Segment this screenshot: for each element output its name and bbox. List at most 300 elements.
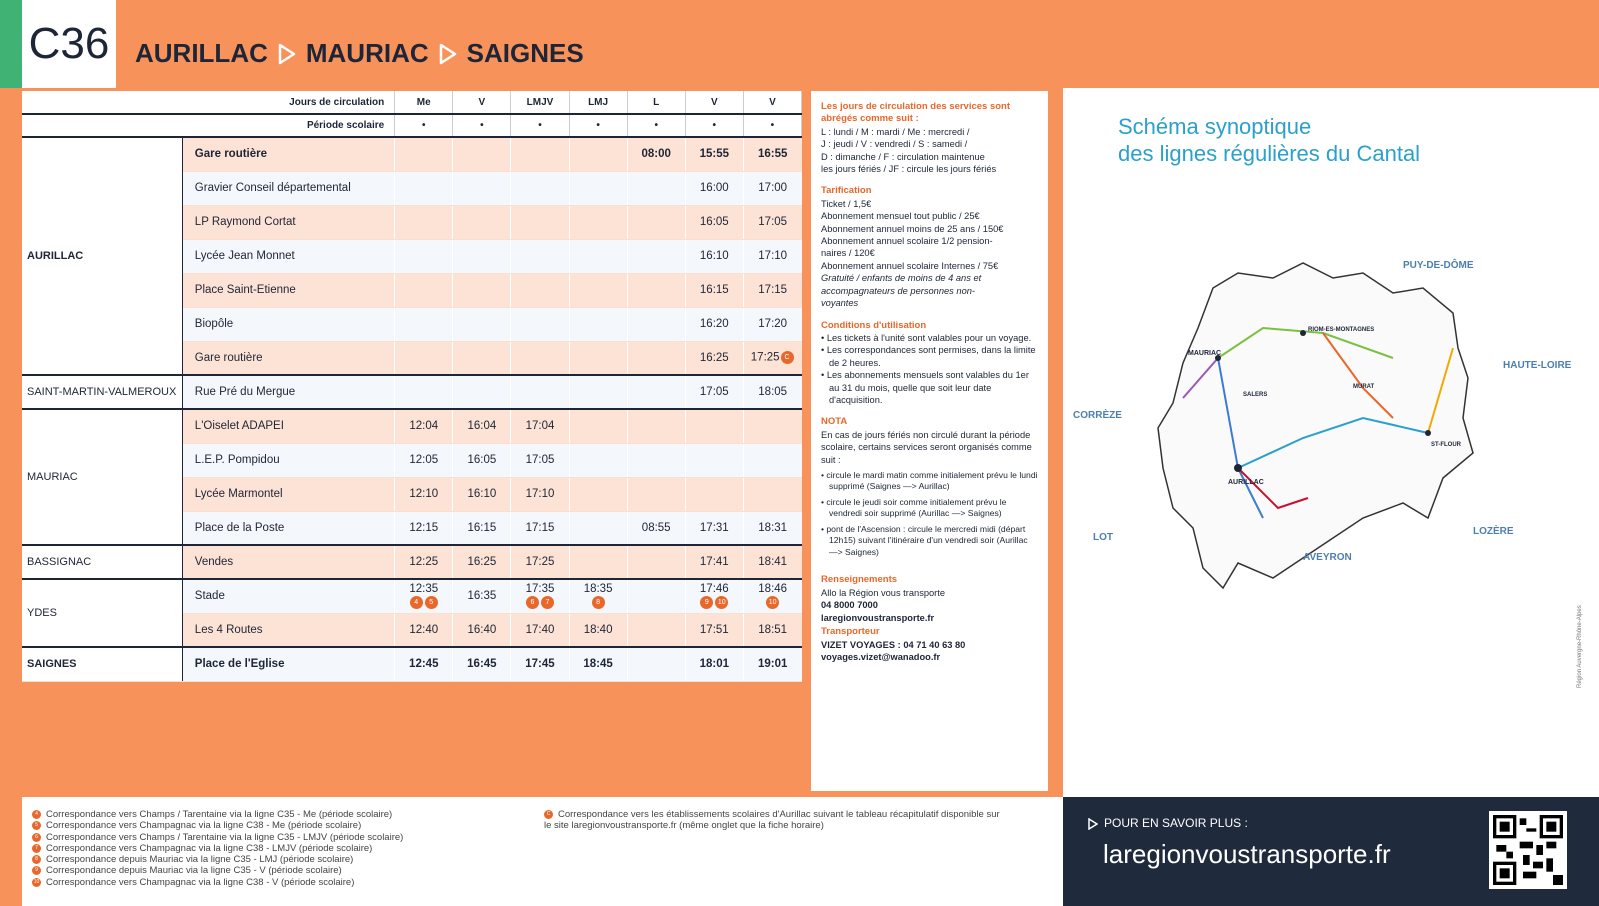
time-value: 17:35 bbox=[525, 583, 555, 596]
nota-title: NOTA bbox=[821, 416, 848, 428]
line-accent-bar bbox=[0, 0, 22, 88]
connection-badges bbox=[691, 596, 738, 609]
time-value: 17:40 bbox=[525, 623, 555, 636]
departure-time bbox=[395, 273, 453, 307]
departure-time bbox=[395, 613, 453, 647]
departure-time bbox=[685, 307, 743, 341]
footnotes-col1 bbox=[32, 809, 403, 888]
renseignements-title: Renseignements bbox=[821, 574, 898, 586]
footnote-number: 4 bbox=[32, 810, 41, 819]
departure-time bbox=[395, 477, 453, 511]
route-city-2: MAURIAC bbox=[305, 38, 429, 68]
departure-time bbox=[627, 137, 685, 171]
departure-time bbox=[569, 613, 627, 647]
day-code: LMJ bbox=[569, 91, 627, 114]
tarif-title: Tarification bbox=[821, 185, 872, 197]
departure-time bbox=[569, 307, 627, 341]
departure-time bbox=[685, 647, 743, 681]
departure-time bbox=[627, 579, 685, 613]
footnote-text: Correspondance vers Champs / Tarentaine via la ligne C35 - Me (période scolaire) bbox=[46, 809, 393, 820]
table-row bbox=[22, 647, 802, 681]
departure-time bbox=[511, 443, 569, 477]
departure-time bbox=[627, 205, 685, 239]
departure-time bbox=[743, 307, 801, 341]
departure-time bbox=[453, 511, 511, 545]
days-line: J : jeudi / V : vendredi / S : samedi / bbox=[821, 139, 968, 150]
departure-time bbox=[569, 409, 627, 443]
connection-badges bbox=[400, 596, 447, 609]
day-code: V bbox=[685, 91, 743, 114]
town-marker bbox=[1300, 330, 1306, 336]
website-link[interactable]: laregionvoustransporte.fr bbox=[821, 612, 935, 623]
departure-time bbox=[627, 613, 685, 647]
departure-time bbox=[453, 613, 511, 647]
condition-item: • Les correspondances sont permises, dans la limite de 2 heures. bbox=[821, 345, 1036, 368]
conditions-title: Conditions d'utilisation bbox=[821, 319, 927, 331]
departure-time bbox=[395, 239, 453, 273]
stop-name: Gravier Conseil départemental bbox=[182, 171, 394, 205]
stop-name: Stade bbox=[182, 579, 394, 613]
departure-time bbox=[627, 443, 685, 477]
route-city-3: SAIGNES bbox=[466, 38, 584, 68]
departure-time bbox=[743, 409, 801, 443]
schema-panel bbox=[1063, 88, 1599, 797]
footnote-number: 5 bbox=[32, 821, 41, 830]
phone-number[interactable]: 04 8000 7000 bbox=[821, 600, 878, 611]
footnote-text: Correspondance depuis Mauriac via la ligne C35 - LMJ (période scolaire) bbox=[46, 854, 354, 866]
departure-time bbox=[511, 205, 569, 239]
departure-time bbox=[685, 137, 743, 171]
footnote-text: Correspondance vers les établissements scolaires d'Aurillac suivant le tableau récapitulatif disponible sur le site laregionvoustransporte.fr (même onglet que la fiche horaire) bbox=[544, 809, 1000, 832]
departure-time bbox=[511, 273, 569, 307]
tarif-line: Gratuité / enfants de moins de 4 ans et bbox=[821, 273, 982, 284]
departure-time bbox=[685, 239, 743, 273]
departure-time bbox=[511, 137, 569, 171]
footnote-number: C bbox=[544, 810, 553, 819]
departure-time bbox=[511, 307, 569, 341]
time-value: 18:31 bbox=[758, 521, 788, 534]
departure-time bbox=[511, 613, 569, 647]
departure-time bbox=[743, 647, 801, 681]
time-value: 16:05 bbox=[699, 216, 729, 228]
condition-item: • Les tickets à l'unité sont valables pour un voyage. bbox=[821, 332, 1032, 343]
departure-time bbox=[627, 273, 685, 307]
time-value: 15:55 bbox=[699, 148, 730, 161]
departure-time bbox=[511, 409, 569, 443]
connection-badge: 6 bbox=[526, 596, 539, 609]
departure-time bbox=[743, 171, 801, 205]
connection-badge: 5 bbox=[425, 596, 438, 609]
departure-time bbox=[685, 205, 743, 239]
time-value: 16:04 bbox=[467, 420, 497, 433]
departure-time bbox=[743, 341, 801, 375]
departure-time bbox=[453, 239, 511, 273]
departure-time bbox=[511, 375, 569, 409]
time-value: 12:04 bbox=[409, 420, 439, 433]
time-value: 08:00 bbox=[641, 148, 671, 161]
period-mark: • bbox=[627, 114, 685, 137]
period-mark: • bbox=[685, 114, 743, 137]
stop-name: Vendes bbox=[182, 545, 394, 579]
time-value: 16:25 bbox=[467, 556, 497, 568]
departure-time bbox=[743, 205, 801, 239]
departure-time bbox=[685, 273, 743, 307]
arrow-right-icon bbox=[1088, 818, 1098, 830]
departure-time bbox=[395, 307, 453, 341]
departure-time bbox=[627, 375, 685, 409]
town-label: MURAT bbox=[1353, 384, 1375, 390]
time-value: 16:10 bbox=[699, 250, 729, 262]
more-info-banner bbox=[1063, 797, 1599, 906]
table-row bbox=[22, 375, 802, 409]
departure-time bbox=[569, 647, 627, 681]
time-value: 12:45 bbox=[409, 658, 439, 671]
departure-time bbox=[627, 409, 685, 443]
departure-time bbox=[569, 273, 627, 307]
departure-time bbox=[569, 511, 627, 545]
time-value: 16:10 bbox=[467, 488, 497, 500]
time-value: 17:05 bbox=[758, 216, 788, 228]
time-value: 17:15 bbox=[758, 284, 788, 296]
departure-time bbox=[511, 579, 569, 613]
nota-intro: En cas de jours fériés non circulé durant la période scolaire, certains services seront organisés comme suit : bbox=[821, 429, 1032, 465]
time-value: 17:05 bbox=[699, 386, 729, 398]
departure-time bbox=[569, 341, 627, 375]
departure-time bbox=[569, 205, 627, 239]
time-value: 18:35 bbox=[583, 583, 613, 596]
day-code: L bbox=[627, 91, 685, 114]
route-title bbox=[135, 38, 584, 69]
transporteur-phone[interactable]: VIZET VOYAGES : 04 71 40 63 80 bbox=[821, 639, 966, 650]
days-header-row bbox=[22, 91, 802, 114]
departure-time bbox=[395, 375, 453, 409]
departure-time bbox=[685, 341, 743, 375]
period-mark: • bbox=[395, 114, 453, 137]
departure-time bbox=[627, 477, 685, 511]
time-value: 17:00 bbox=[758, 182, 788, 194]
tarif-line: Ticket / 1,5€ bbox=[821, 198, 872, 209]
day-code: LMJV bbox=[511, 91, 569, 114]
time-value: 16:40 bbox=[467, 623, 497, 636]
time-value: 18:01 bbox=[699, 658, 730, 671]
time-value: 17:10 bbox=[758, 250, 788, 262]
departure-time bbox=[395, 205, 453, 239]
days-title: Les jours de circulation des services sont abrégés comme suit : bbox=[821, 101, 1011, 125]
town-name: MAURIAC bbox=[22, 409, 182, 545]
time-value: 17:31 bbox=[699, 521, 729, 534]
time-value: 16:45 bbox=[467, 658, 497, 671]
line-code: C36 bbox=[22, 0, 116, 88]
region-label: CORRÈZE bbox=[1073, 410, 1122, 421]
time-value: 16:20 bbox=[699, 318, 729, 330]
departure-time bbox=[743, 239, 801, 273]
website-url[interactable]: laregionvoustransporte.fr bbox=[1103, 839, 1391, 869]
nota-item: • pont de l'Ascension : circule le mercredi midi (départ 12h15) suivant l'itinéraire d'un vendredi soir (Aurillac —> Saignes) bbox=[821, 523, 1028, 557]
period-mark: • bbox=[569, 114, 627, 137]
region-label: HAUTE-LOIRE bbox=[1503, 360, 1572, 371]
time-value: 16:35 bbox=[467, 590, 497, 603]
transporteur-email[interactable]: voyages.vizet@wanadoo.fr bbox=[821, 651, 941, 662]
time-value: 17:25 bbox=[750, 351, 780, 364]
departure-time bbox=[453, 171, 511, 205]
connection-badge: 10 bbox=[715, 596, 728, 609]
stop-name: Gare routière bbox=[182, 137, 394, 171]
connection-badge: 4 bbox=[410, 596, 423, 609]
schema-title bbox=[1118, 113, 1420, 167]
schema-title-line: Schéma synoptique bbox=[1118, 114, 1312, 139]
departure-time bbox=[395, 511, 453, 545]
footnote bbox=[32, 843, 403, 854]
stop-name: Lycée Jean Monnet bbox=[182, 239, 394, 273]
footnotes bbox=[22, 797, 1063, 906]
town-name: SAINT-MARTIN-VALMEROUX bbox=[22, 375, 182, 409]
departure-time bbox=[453, 477, 511, 511]
departure-time bbox=[685, 613, 743, 647]
footnote-text: Correspondance vers Champagnac via la ligne C38 - V (période scolaire) bbox=[46, 876, 355, 888]
schema-title-line: des lignes régulières du Cantal bbox=[1118, 141, 1421, 166]
departure-time bbox=[453, 409, 511, 443]
departure-time bbox=[743, 477, 801, 511]
time-value: 12:25 bbox=[409, 556, 439, 568]
time-value: 17:10 bbox=[525, 488, 555, 500]
departure-time bbox=[743, 511, 801, 545]
connection-badge: C bbox=[781, 351, 794, 364]
tarif-line: voyantes bbox=[821, 298, 859, 309]
network-map bbox=[1063, 218, 1599, 748]
stop-name: Lycée Marmontel bbox=[182, 477, 394, 511]
stop-name: Gare routière bbox=[182, 341, 394, 375]
period-mark: • bbox=[743, 114, 801, 137]
time-value: 18:51 bbox=[758, 623, 788, 636]
stop-name: Place de l'Eglise bbox=[182, 647, 394, 681]
departure-time bbox=[511, 477, 569, 511]
footnote-number: 10 bbox=[33, 878, 40, 885]
tarif-line: naires / 120€ bbox=[821, 248, 875, 259]
stop-name: Rue Pré du Mergue bbox=[182, 375, 394, 409]
time-value: 16:00 bbox=[699, 182, 729, 194]
more-info-text: POUR EN SAVOIR PLUS : bbox=[1104, 816, 1248, 830]
time-value: 16:25 bbox=[699, 351, 729, 364]
departure-time bbox=[395, 647, 453, 681]
days-header-label: Jours de circulation bbox=[22, 91, 395, 114]
region-label: AVEYRON bbox=[1303, 552, 1352, 563]
footnote-text: Correspondance vers Champs / Tarentaine via la ligne C35 - LMJV (période scolaire) bbox=[46, 831, 404, 843]
table-row bbox=[22, 409, 802, 443]
departure-time bbox=[685, 477, 743, 511]
stop-name: Place de la Poste bbox=[182, 511, 394, 545]
departure-time bbox=[395, 545, 453, 579]
departure-time bbox=[453, 375, 511, 409]
transporteur-title: Transporteur bbox=[821, 626, 880, 638]
stop-name: L'Oiselet ADAPEI bbox=[182, 409, 394, 443]
departure-time bbox=[743, 613, 801, 647]
footnotes-col2 bbox=[544, 809, 1004, 832]
departure-time bbox=[743, 545, 801, 579]
departure-time bbox=[511, 239, 569, 273]
departure-time bbox=[569, 137, 627, 171]
time-value: 12:35 bbox=[409, 583, 439, 596]
rens-line: Allo la Région vous transporte bbox=[821, 587, 946, 598]
departure-time bbox=[453, 307, 511, 341]
departure-time bbox=[511, 545, 569, 579]
tarif-line: Abonnement mensuel tout public / 25€ bbox=[821, 211, 980, 222]
more-info-label bbox=[1088, 816, 1248, 830]
tarif-line: Abonnement annuel scolaire Internes / 75€ bbox=[821, 260, 999, 271]
footnote-text: Correspondance depuis Mauriac via la ligne C35 - V (période scolaire) bbox=[46, 865, 342, 877]
departure-time bbox=[685, 375, 743, 409]
departure-time bbox=[511, 341, 569, 375]
connection-badges bbox=[516, 596, 563, 609]
town-label: RIOM-ES-MONTAGNES bbox=[1308, 327, 1375, 333]
departure-time bbox=[453, 647, 511, 681]
departure-time bbox=[627, 545, 685, 579]
departure-time bbox=[511, 171, 569, 205]
connection-badge: 7 bbox=[541, 596, 554, 609]
town-label: AURILLAC bbox=[1228, 479, 1264, 486]
nota-item: • circule le jeudi soir comme initialement prévu le vendredi soir supprimé (Aurillac —> Saignes) bbox=[821, 496, 1007, 519]
departure-time bbox=[743, 579, 801, 613]
region-label: PUY-DE-DÔME bbox=[1403, 260, 1474, 271]
table-row bbox=[22, 137, 802, 171]
departure-time bbox=[453, 273, 511, 307]
time-value: 16:55 bbox=[757, 148, 788, 161]
time-value: 12:40 bbox=[409, 623, 439, 636]
time-value: 17:25 bbox=[525, 556, 555, 568]
departure-time bbox=[511, 647, 569, 681]
footnote-number: 6 bbox=[32, 833, 41, 842]
day-code: V bbox=[743, 91, 801, 114]
arrow-right-icon bbox=[278, 43, 296, 65]
info-panel bbox=[811, 91, 1048, 791]
departure-time bbox=[511, 511, 569, 545]
departure-time bbox=[685, 545, 743, 579]
departure-time bbox=[569, 579, 627, 613]
footnote-number: 8 bbox=[32, 855, 41, 864]
tarif-line: Abonnement annuel moins de 25 ans / 150€ bbox=[821, 223, 1004, 234]
footnote bbox=[32, 865, 403, 876]
departure-time bbox=[627, 511, 685, 545]
departure-time bbox=[685, 171, 743, 205]
departure-time bbox=[569, 375, 627, 409]
time-value: 17:46 bbox=[699, 583, 729, 596]
stop-name: Place Saint-Etienne bbox=[182, 273, 394, 307]
departure-time bbox=[685, 579, 743, 613]
departure-time bbox=[453, 205, 511, 239]
departure-time bbox=[627, 307, 685, 341]
tarif-line: Abonnement annuel scolaire 1/2 pension- bbox=[821, 236, 993, 247]
time-value: 17:51 bbox=[699, 623, 729, 636]
footnote-number: 9 bbox=[32, 866, 41, 875]
time-value: 16:15 bbox=[467, 521, 497, 534]
time-value: 17:15 bbox=[525, 521, 555, 534]
departure-time bbox=[743, 443, 801, 477]
footnote bbox=[32, 820, 403, 831]
time-value: 19:01 bbox=[757, 658, 788, 671]
time-value: 17:05 bbox=[525, 454, 555, 466]
time-value: 18:05 bbox=[758, 386, 788, 398]
time-value: 17:45 bbox=[525, 658, 555, 671]
condition-item: • Les abonnements mensuels sont valables du 1er au 31 du mois, quelle que soit leur date d'acquisition. bbox=[821, 370, 1029, 405]
departure-time bbox=[395, 171, 453, 205]
nota-item: • circule le mardi matin comme initialement prévu le lundi supprimé (Saignes —> Aurillac) bbox=[821, 469, 1038, 492]
time-value: 18:41 bbox=[758, 556, 788, 568]
departure-time bbox=[627, 647, 685, 681]
departure-time bbox=[743, 375, 801, 409]
footnote bbox=[32, 832, 403, 843]
departure-time bbox=[569, 443, 627, 477]
departure-time bbox=[453, 545, 511, 579]
time-value: 18:45 bbox=[583, 658, 613, 671]
departure-time bbox=[743, 137, 801, 171]
departure-time bbox=[685, 443, 743, 477]
days-line: D : dimanche / F : circulation maintenue bbox=[821, 151, 985, 162]
town-marker bbox=[1234, 464, 1242, 472]
departure-time bbox=[569, 239, 627, 273]
departure-time bbox=[627, 171, 685, 205]
time-value: 17:41 bbox=[699, 556, 729, 568]
departure-time bbox=[395, 137, 453, 171]
departure-time bbox=[627, 341, 685, 375]
departure-time bbox=[395, 443, 453, 477]
departure-time bbox=[685, 511, 743, 545]
stop-name: Biopôle bbox=[182, 307, 394, 341]
time-value: 17:20 bbox=[758, 318, 788, 330]
days-line: les jours fériés / JF : circule les jours fériés bbox=[821, 164, 997, 175]
footnote bbox=[32, 809, 403, 820]
period-header-row bbox=[22, 114, 802, 137]
time-value: 18:40 bbox=[583, 623, 613, 636]
time-value: 16:15 bbox=[699, 284, 729, 296]
qr-code-icon bbox=[1493, 815, 1563, 885]
arrow-right-icon bbox=[439, 43, 457, 65]
departure-time bbox=[395, 341, 453, 375]
tarif-line: accompagnateurs de personnes non- bbox=[821, 285, 976, 296]
day-code: Me bbox=[395, 91, 453, 114]
departure-time bbox=[453, 579, 511, 613]
route-city-1: AURILLAC bbox=[135, 38, 268, 68]
footnote bbox=[32, 877, 403, 888]
time-value: 17:04 bbox=[525, 420, 555, 433]
time-value: 12:10 bbox=[409, 488, 439, 500]
period-mark: • bbox=[511, 114, 569, 137]
departure-time bbox=[453, 137, 511, 171]
region-label: LOT bbox=[1093, 532, 1113, 543]
time-value: 08:55 bbox=[641, 521, 671, 534]
departure-time bbox=[395, 579, 453, 613]
connection-badge: 8 bbox=[592, 596, 605, 609]
region-label: LOZÈRE bbox=[1473, 526, 1514, 537]
time-value: 18:46 bbox=[758, 583, 788, 596]
footnote bbox=[32, 854, 403, 865]
departure-time bbox=[569, 171, 627, 205]
departure-time bbox=[627, 239, 685, 273]
connection-badges bbox=[575, 596, 622, 609]
town-label: SALERS bbox=[1243, 392, 1268, 398]
day-code: V bbox=[453, 91, 511, 114]
period-header-label: Période scolaire bbox=[22, 114, 395, 137]
departure-time bbox=[569, 477, 627, 511]
stop-name: L.E.P. Pompidou bbox=[182, 443, 394, 477]
footnote-text: Correspondance vers Champagnac via la ligne C38 - LMJV (période scolaire) bbox=[46, 842, 373, 854]
qr-code[interactable] bbox=[1489, 811, 1567, 889]
town-marker bbox=[1425, 430, 1431, 436]
connection-badge: 10 bbox=[766, 596, 779, 609]
departure-time bbox=[395, 409, 453, 443]
table-row bbox=[22, 579, 802, 613]
department-outline bbox=[1158, 263, 1473, 588]
town-label: ST-FLOUR bbox=[1431, 442, 1461, 448]
map-credit: Région Auvergne-Rhône-Alpes bbox=[1577, 605, 1583, 688]
